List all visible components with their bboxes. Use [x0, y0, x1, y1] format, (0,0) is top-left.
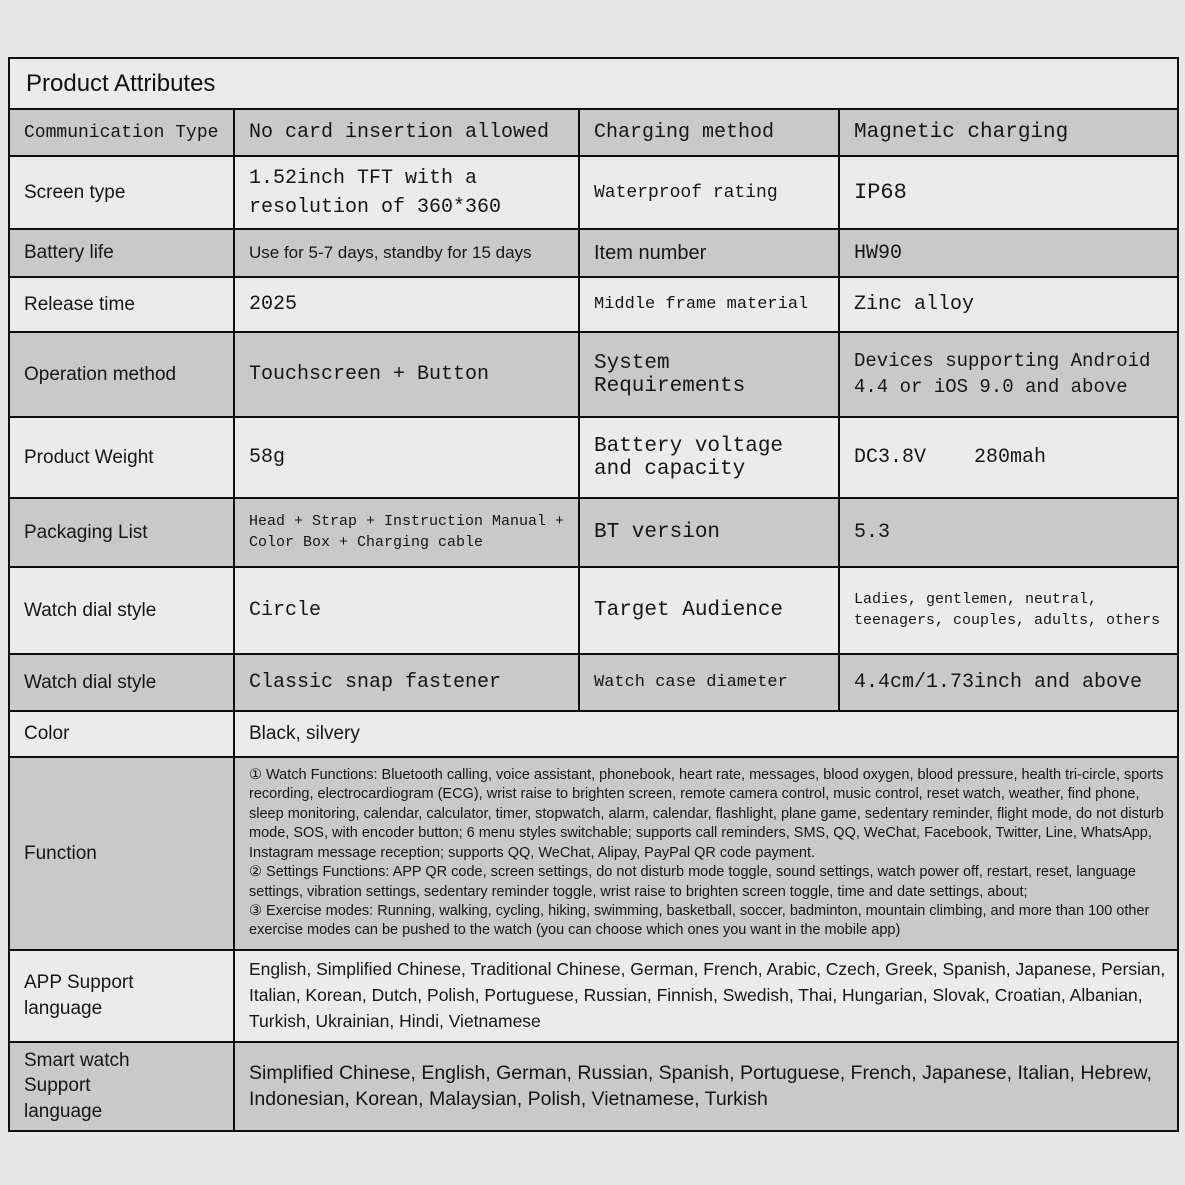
table-row — [9, 567, 1178, 654]
attribute-value: 58g — [234, 417, 579, 498]
attribute-label: BT version — [579, 498, 839, 567]
table-row — [9, 417, 1178, 498]
attribute-label: Battery voltage and capacity — [579, 417, 839, 498]
attribute-label: Color — [9, 711, 234, 757]
attribute-value: HW90 — [839, 229, 1178, 277]
attribute-label: Communication Type — [9, 109, 234, 156]
table-title: Product Attributes — [9, 58, 1178, 109]
attribute-value: Zinc alloy — [839, 277, 1178, 332]
attribute-label: Target Audience — [579, 567, 839, 654]
attribute-label: Watch dial style — [9, 567, 234, 654]
table-row — [9, 654, 1178, 711]
attribute-value: 2025 — [234, 277, 579, 332]
attribute-label: APP Support language — [9, 950, 234, 1042]
attribute-label: Smart watch Support language — [9, 1042, 234, 1131]
attribute-label: Middle frame material — [579, 277, 839, 332]
table-row — [9, 498, 1178, 567]
table-title-row — [9, 58, 1178, 109]
table-row — [9, 229, 1178, 277]
table-row — [9, 757, 1178, 950]
attribute-label: Waterproof rating — [579, 156, 839, 229]
table-row — [9, 950, 1178, 1042]
attribute-label: Watch dial style — [9, 654, 234, 711]
attribute-label: Charging method — [579, 109, 839, 156]
attribute-value: Use for 5-7 days, standby for 15 days — [234, 229, 579, 277]
product-attributes-table — [8, 57, 1179, 1132]
attribute-value: Classic snap fastener — [234, 654, 579, 711]
attribute-value: Touchscreen + Button — [234, 332, 579, 417]
attribute-label: Release time — [9, 277, 234, 332]
table-row — [9, 156, 1178, 229]
attribute-value: Devices supporting Android 4.4 or iOS 9.0 and above — [839, 332, 1178, 417]
function-exercise-modes: ③ Exercise modes: Running, walking, cycling, hiking, swimming, basketball, soccer, badminton, mountain climbing, and more than 100 other exercise modes can be pushed to the watch (you can choose which ones you want in the mobile app) — [249, 902, 1150, 939]
attribute-value: Head + Strap + Instruction Manual + Color Box + Charging cable — [234, 498, 579, 567]
attribute-value: Simplified Chinese, English, German, Russian, Spanish, Portuguese, French, Japanese, Italian, Hebrew, Indonesian, Korean, Malaysian, Polish, Vietnamese, Turkish — [234, 1042, 1178, 1131]
attribute-value: No card insertion allowed — [234, 109, 579, 156]
function-watch-functions: ① Watch Functions: Bluetooth calling, voice assistant, phonebook, heart rate, messages, blood oxygen, blood pressure, health tri-circle, sports recording, electrocardiogram (ECG), wrist raise to brighten screen, remote camera control, music control, reset watch, weather, find phone, sleep monitoring, calendar, calculator, timer, stopwatch, alarm, calendar, flashlight, plane game, sedentary reminder, flight mode, do not disturb mode, SOS, with encoder button; 6 menu styles switchable; supports call reminders, SMS, QQ, WeChat, Facebook, Twitter, Line, WhatsApp, Instagram message reception; supports QQ, WeChat, Alipay, PayPal QR code payment. — [249, 767, 1164, 861]
table-row — [9, 1042, 1178, 1131]
attribute-value — [234, 757, 1178, 950]
attribute-value: Magnetic charging — [839, 109, 1178, 156]
attribute-label: Item number — [579, 229, 839, 277]
attribute-label: Packaging List — [9, 498, 234, 567]
attribute-label: Function — [9, 757, 234, 950]
attribute-value: 5.3 — [839, 498, 1178, 567]
attribute-label: System Requirements — [579, 332, 839, 417]
attribute-label: Screen type — [9, 156, 234, 229]
attribute-label: Watch case diameter — [579, 654, 839, 711]
table-row — [9, 109, 1178, 156]
table-row — [9, 332, 1178, 417]
attribute-value: English, Simplified Chinese, Traditional Chinese, German, French, Arabic, Czech, Greek, Spanish, Japanese, Persian, Italian, Korean, Dutch, Polish, Portuguese, Russian, Finnish, Swedish, Thai, Hungarian, Slovak, Croatian, Albanian, Turkish, Ukrainian, Hindi, Vietnamese — [234, 950, 1178, 1042]
function-settings-functions: ② Settings Functions: APP QR code, screen settings, do not disturb mode toggle, sound settings, watch power off, restart, reset, language settings, vibration settings, sedentary reminder toggle, wrist raise to brighten screen toggle, time and date settings, about; — [249, 864, 1136, 900]
attribute-label: Operation method — [9, 332, 234, 417]
attribute-value: IP68 — [839, 156, 1178, 229]
attribute-value: Circle — [234, 567, 579, 654]
attribute-value: 4.4cm/1.73inch and above — [839, 654, 1178, 711]
attribute-label: Product Weight — [9, 417, 234, 498]
table-row — [9, 277, 1178, 332]
attribute-value: 1.52inch TFT with a resolution of 360*360 — [234, 156, 579, 229]
attribute-value: Ladies, gentlemen, neutral, teenagers, couples, adults, others — [839, 567, 1178, 654]
table-row — [9, 711, 1178, 757]
attribute-value: Black, silvery — [234, 711, 1178, 757]
attribute-label: Battery life — [9, 229, 234, 277]
attribute-value: DC3.8V 280mah — [839, 417, 1178, 498]
